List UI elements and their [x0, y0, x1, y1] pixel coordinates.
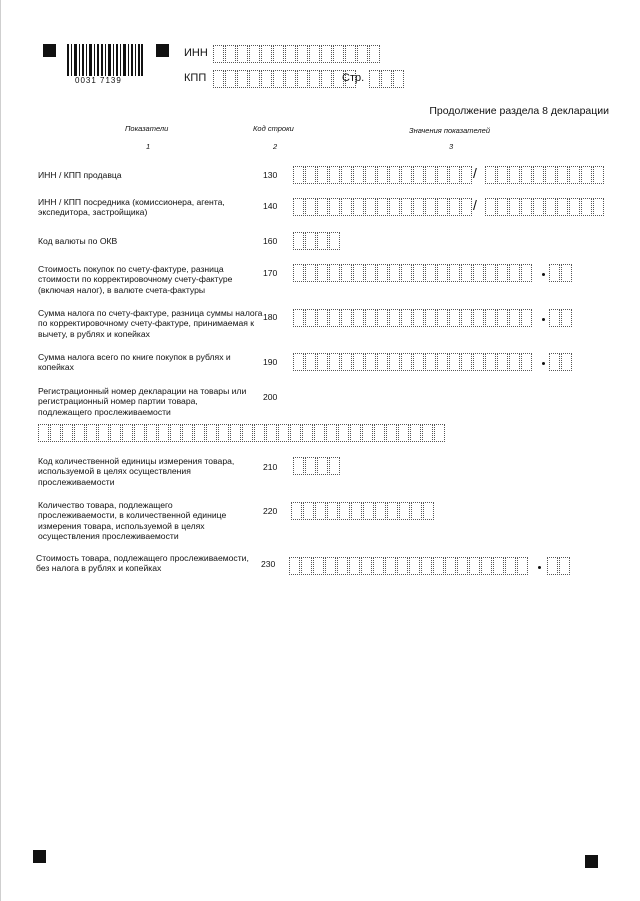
- row-190-label: Сумма налога всего по книге покупок в рублях и копейках: [38, 352, 231, 373]
- row-130-code: 130: [263, 170, 278, 180]
- row-230-label: Стоимость товара, подлежащего прослеживаемости, без налога в рублях и копейках: [36, 553, 249, 574]
- decimal-point-icon: [538, 566, 541, 569]
- row-180-amount-field[interactable]: [293, 309, 533, 327]
- column-number-1: 1: [146, 142, 151, 151]
- row-200-label: Регистрационный номер декларации на товары или регистрационный номер партии товара, подлежащего прослеживаемости: [38, 386, 247, 417]
- row-180-cents-field[interactable]: [549, 309, 573, 327]
- row-210-label: Код количественной единицы измерения товара, используемой в целях осуществления прослеживаемости: [38, 456, 235, 487]
- row-130-inn-field[interactable]: [293, 166, 473, 184]
- row-220-label: Количество товара, подлежащего прослеживаемости, в количественной единице измерения товара, используемой в целях осуществления прослеживаемости: [38, 500, 227, 542]
- bottom-left-marker: [33, 850, 46, 863]
- inn-field[interactable]: [213, 45, 381, 63]
- row-160-currency-field[interactable]: [293, 232, 341, 250]
- decimal-point-icon: [542, 362, 545, 365]
- row-200-registration-field[interactable]: [38, 424, 446, 442]
- row-220-code: 220: [263, 506, 278, 516]
- section-title: Продолжение раздела 8 декларации: [429, 105, 609, 117]
- page-number-field[interactable]: [369, 70, 405, 88]
- column-number-2: 2: [273, 142, 278, 151]
- barcode-icon: [67, 44, 143, 76]
- bottom-right-marker: [585, 855, 598, 868]
- page-label: Стр.: [342, 72, 365, 84]
- row-220-quantity-field[interactable]: [291, 502, 435, 520]
- column-number-3: 3: [449, 142, 454, 151]
- row-130-label: ИНН / КПП продавца: [38, 170, 122, 180]
- row-140-code: 140: [263, 201, 278, 211]
- column-header-indicators: Показатели: [125, 124, 169, 133]
- row-210-unit-field[interactable]: [293, 457, 341, 475]
- row-170-code: 170: [263, 268, 278, 278]
- inn-label: ИНН: [184, 47, 208, 59]
- barcode-number: 0031 7139: [75, 76, 122, 85]
- column-header-code: Код строки: [253, 124, 294, 133]
- top-left-marker: [43, 44, 56, 57]
- separator-slash-icon: /: [473, 165, 477, 181]
- row-140-inn-field[interactable]: [293, 198, 473, 216]
- row-190-amount-field[interactable]: [293, 353, 533, 371]
- separator-slash-icon: /: [473, 197, 477, 213]
- row-230-cents-field[interactable]: [547, 557, 571, 575]
- row-190-cents-field[interactable]: [549, 353, 573, 371]
- decimal-point-icon: [542, 318, 545, 321]
- top-right-marker: [156, 44, 169, 57]
- column-header-values: Значения показателей: [409, 126, 491, 135]
- row-180-label: Сумма налога по счету-фактуре, разница суммы налога по корректировочному счету-фактуре, принимаемая к вычету, в рублях и копейках: [38, 308, 263, 339]
- row-170-label: Стоимость покупок по счету-фактуре, разница стоимости по корректировочному счету-фактуре (включая налог), в валюте счета-фактуры: [38, 264, 233, 295]
- row-140-label: ИНН / КПП посредника (комиссионера, агента, экспедитора, застройщика): [38, 197, 225, 218]
- row-190-code: 190: [263, 357, 278, 367]
- row-140-kpp-field[interactable]: [485, 198, 605, 216]
- row-170-cents-field[interactable]: [549, 264, 573, 282]
- kpp-field[interactable]: [213, 70, 357, 88]
- kpp-label: КПП: [184, 72, 207, 84]
- decimal-point-icon: [542, 273, 545, 276]
- row-180-code: 180: [263, 312, 278, 322]
- row-170-amount-field[interactable]: [293, 264, 533, 282]
- row-210-code: 210: [263, 462, 278, 472]
- row-160-label: Код валюты по ОКВ: [38, 236, 118, 246]
- row-130-kpp-field[interactable]: [485, 166, 605, 184]
- row-160-code: 160: [263, 236, 278, 246]
- row-230-code: 230: [261, 559, 276, 569]
- row-230-amount-field[interactable]: [289, 557, 529, 575]
- row-200-code: 200: [263, 392, 278, 402]
